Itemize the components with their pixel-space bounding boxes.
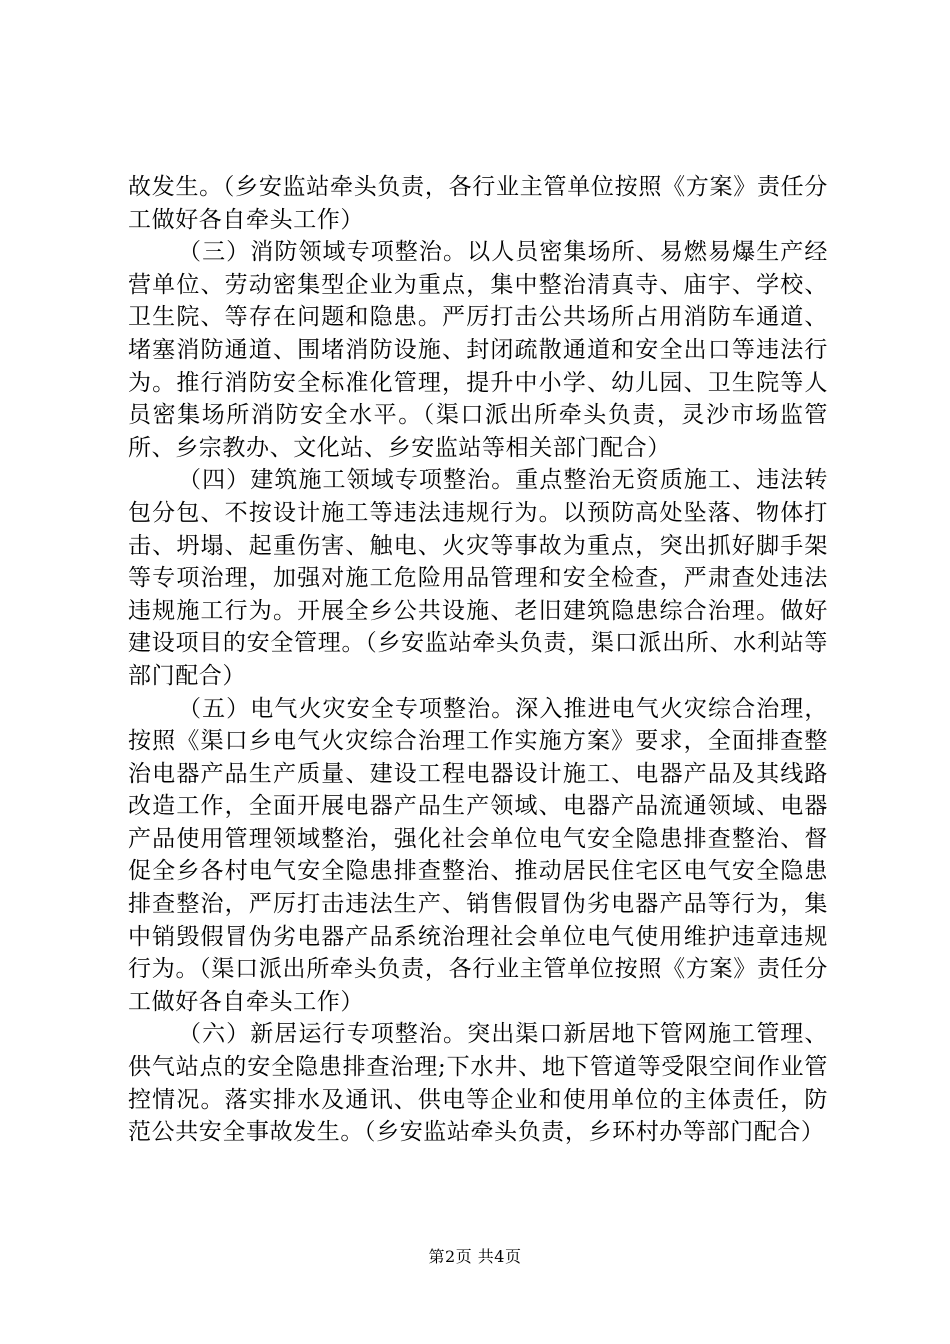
paragraph-construction: （四）建筑施工领域专项整治。重点整治无资质施工、违法转包分包、不按设计施工等违法违规行为。以预防高处坠落、物体打击、坍塌、起重伤害、触电、火灾等事故为重点，突出抓好脚手架等专项治理，加强对施工危险用品管理和安全检查，严肃查处违法违规施工行为。开展全乡公共设施、老旧建筑隐患综合治理。做好建设项目的安全管理。（乡安监站牵头负责，渠口派出所、水利站等部门配合） xyxy=(128,467,828,689)
paragraph-fire-safety: （三）消防领域专项整治。以人员密集场所、易燃易爆生产经营单位、劳动密集型企业为重点，集中整治清真寺、庙宇、学校、卫生院、等存在问题和隐患。严厉打击公共场所占用消防车通道、堵塞消防通道、围堵消防设施、封闭疏散通道和安全出口等违法行为。推行消防安全标准化管理，提升中小学、幼儿园、卫生院等人员密集场所消防安全水平。（渠口派出所牵头负责，灵沙市场监管所、乡宗教办、文化站、乡安监站等相关部门配合） xyxy=(128,239,828,461)
paragraph-electrical-fire: （五）电气火灾安全专项整治。深入推进电气火灾综合治理，按照《渠口乡电气火灾综合治理工作实施方案》要求，全面排查整治电器产品生产质量、建设工程电器设计施工、电器产品及其线路改造工作，全面开展电器产品生产领域、电器产品流通领域、电器产品使用管理领域整治，强化社会单位电气安全隐患排查整治、督促全乡各村电气安全隐患排查整治、推动居民住宅区电气安全隐患排查整治，严厉打击违法生产、销售假冒伪劣电器产品等行为，集中销毁假冒伪劣电器产品系统治理社会单位电气使用维护违章违规行为。（渠口派出所牵头负责，各行业主管单位按照《方案》责任分工做好各自牵头工作） xyxy=(128,695,828,1015)
paragraph-continuation: 故发生。（乡安监站牵头负责，各行业主管单位按照《方案》责任分工做好各自牵头工作） xyxy=(128,174,828,233)
page-number-footer: 第2页 共4页 xyxy=(428,1247,522,1266)
paragraph-new-residence: （六）新居运行专项整治。突出渠口新居地下管网施工管理、供气站点的安全隐患排查治理;下水井、地下管道等受限空间作业管控情况。落实排水及通讯、供电等企业和使用单位的主体责任，防范公共安全事故发生。（乡安监站牵头负责，乡环村办等部门配合） xyxy=(128,1021,828,1146)
document-body xyxy=(128,171,828,1149)
